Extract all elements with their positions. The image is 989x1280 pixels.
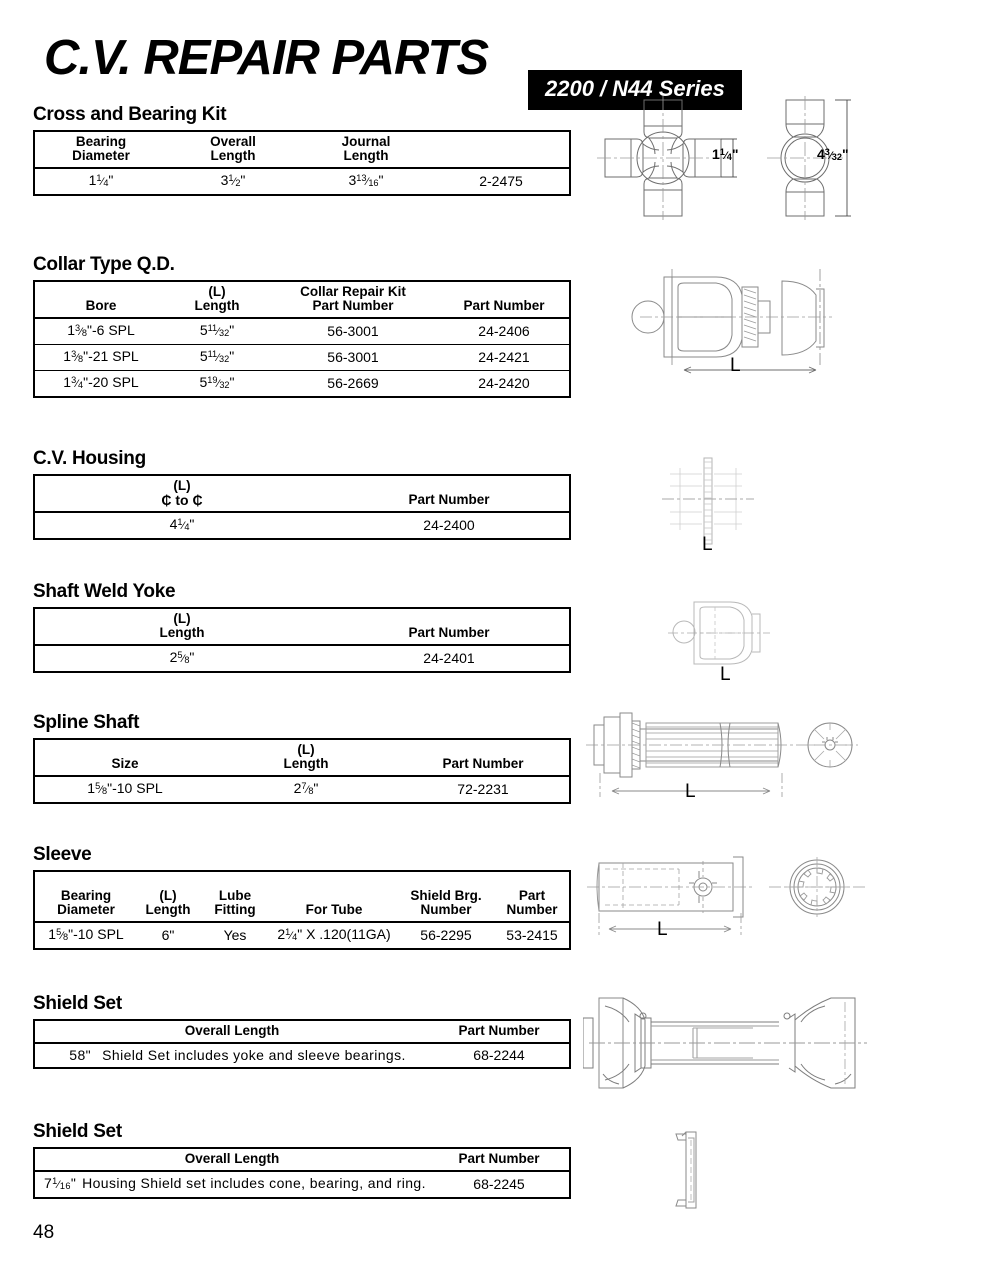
cell-collar-repair-kit-part-number: 56-3001 (327, 323, 379, 339)
spline-shaft-drawing (578, 703, 868, 803)
col-overall-length: Overall Length (167, 131, 299, 168)
col-part-number: Part Number (329, 475, 570, 512)
table-cv-housing (33, 474, 571, 540)
col-shield-brg-number: Shield Brg. Number (397, 871, 495, 922)
table-row (34, 922, 570, 949)
table-shield-set-1 (33, 1019, 571, 1069)
cell-bearing-diameter: $1^1⁄_4$" (88, 172, 114, 188)
col-part-number (433, 131, 570, 168)
table-cross-and-bearing-kit (33, 130, 571, 196)
col-overall-length: Overall Length (34, 1148, 429, 1171)
table-row (34, 1043, 570, 1068)
cell-size: $1^5⁄_8"-10$ SPL (87, 780, 163, 796)
section-title: Shield Set (33, 1121, 122, 1142)
table-sleeve (33, 870, 571, 950)
section-collar-type-qd (33, 254, 571, 398)
table-row (34, 776, 570, 803)
table-row (34, 1171, 570, 1198)
table-header-row (34, 739, 570, 776)
cell-length: $5^{19}⁄_{32}$" (167, 371, 267, 398)
section-title: Collar Type Q.D. (33, 254, 175, 275)
cell-for-tube: $2^1⁄_4$" X .120(11GA) (277, 926, 391, 942)
cell-part-number: 24-2406 (478, 323, 530, 339)
shaft-weld-yoke-drawing (660, 592, 810, 690)
shield-set-assembly-drawing (583, 992, 873, 1094)
col-part-number: Part Number (439, 281, 570, 318)
table-row (34, 371, 570, 398)
col-length: (L) Length (34, 608, 329, 645)
col-length: (L) Length (167, 281, 267, 318)
overall-length-value: 58" (69, 1047, 92, 1063)
col-part-number: Part Number (329, 608, 570, 645)
section-title: Sleeve (33, 844, 92, 865)
col-center-to-center: (L) ₵ to ₵ (34, 475, 329, 512)
dimension-label-front: $1^1⁄_4$" (712, 146, 739, 162)
table-header-row (34, 1148, 570, 1171)
section-title: Shield Set (33, 993, 122, 1014)
cell-length: $2^7⁄_8$" (293, 780, 319, 796)
cell-shield-brg-number: 56-2295 (420, 927, 472, 943)
cell-length: $2^5⁄_8$" (169, 649, 195, 665)
section-title: Shaft Weld Yoke (33, 581, 176, 602)
cell-part-number: 53-2415 (506, 927, 558, 943)
table-shaft-weld-yoke (33, 607, 571, 673)
section-spline-shaft (33, 712, 571, 804)
cell-length: $4^1⁄_4$" (169, 516, 195, 532)
col-journal-length: Journal Length (299, 131, 433, 168)
cell-part-number: 24-2421 (439, 345, 570, 371)
page-title: C.V. REPAIR PARTS (44, 31, 489, 85)
section-cv-housing (33, 448, 571, 540)
cell-part-number: 24-2400 (423, 517, 475, 533)
table-header-row (34, 1020, 570, 1043)
page-header (44, 30, 944, 101)
col-for-tube: For Tube (271, 871, 397, 922)
col-lube-fitting: Lube Fitting (199, 871, 271, 922)
cell-collar-repair-kit-part-number: 56-3001 (267, 345, 439, 371)
cross-and-bearing-drawing (585, 96, 865, 221)
table-row (34, 512, 570, 539)
table-row (34, 318, 570, 345)
section-title: Cross and Bearing Kit (33, 104, 227, 125)
cv-housing-drawing (650, 452, 800, 560)
sleeve-drawing (583, 843, 873, 943)
col-bearing-diameter: Bearing Diameter (34, 871, 137, 922)
col-bearing-diameter: Bearing Diameter (34, 131, 167, 168)
cell-bore: $1^3⁄_8"-6$ SPL (67, 322, 135, 338)
col-overall-length: Overall Length (34, 1020, 429, 1043)
table-row (34, 645, 570, 672)
section-shaft-weld-yoke (33, 581, 571, 673)
cell-overall-length-description (34, 1043, 429, 1068)
description-text: Housing Shield set includes cone, bearing, and ring. (82, 1175, 426, 1191)
col-part-number: Part Number (429, 1020, 570, 1043)
col-length: (L) Length (137, 871, 199, 922)
description-text: Shield Set includes yoke and sleeve bearings. (102, 1047, 406, 1063)
table-row (34, 345, 570, 371)
col-part-number: Part Number (495, 871, 570, 922)
table-header-row (34, 608, 570, 645)
table-header-row (34, 131, 570, 168)
centerline-label: ₵ to ₵ (161, 492, 203, 508)
cell-part-number: 24-2420 (439, 371, 570, 398)
col-length: (L) Length (215, 739, 397, 776)
dimension-label-L: L (720, 664, 731, 685)
cell-bore: $1^3⁄_4"-20$ SPL (34, 371, 167, 398)
page-number: 48 (33, 1222, 55, 1243)
cell-lube-fitting: Yes (223, 927, 247, 943)
col-part-number: Part Number (397, 739, 570, 776)
table-header-row (34, 281, 570, 318)
cell-overall-length: $3^1⁄_2$" (220, 172, 246, 188)
table-collar-type-qd (33, 280, 571, 398)
dimension-label-side: $4^3⁄_{32}$" (817, 146, 849, 162)
dimension-label-L: L (702, 534, 713, 555)
col-size: Size (34, 739, 215, 776)
table-header-row (34, 475, 570, 512)
cell-collar-repair-kit-part-number: 56-2669 (267, 371, 439, 398)
series-badge: 2200 / N44 Series (528, 70, 742, 110)
section-cross-and-bearing-kit (33, 104, 571, 196)
overall-length-value: $7^1⁄_{16}$" (43, 1175, 77, 1191)
cell-overall-length-description (34, 1171, 429, 1198)
section-title: Spline Shaft (33, 712, 140, 733)
dimension-label-L: L (730, 355, 741, 376)
section-shield-set-2 (33, 1121, 571, 1199)
cell-bearing-diameter: $1^5⁄_8"-10$ SPL (48, 926, 124, 942)
cell-part-number: 24-2401 (423, 650, 475, 666)
cell-journal-length: $3^{13}⁄_{16}$" (348, 172, 384, 188)
cell-part-number: 68-2244 (473, 1047, 525, 1063)
section-title: C.V. Housing (33, 448, 146, 469)
cell-length: 6" (161, 927, 175, 943)
cell-bore: $1^3⁄_8"-21$ SPL (34, 345, 167, 371)
table-header-row (34, 871, 570, 922)
table-spline-shaft (33, 738, 571, 804)
table-shield-set-2 (33, 1147, 571, 1199)
housing-shield-drawing (662, 1124, 752, 1216)
section-shield-set-1 (33, 993, 571, 1069)
col-part-number: Part Number (429, 1148, 570, 1171)
col-collar-repair-kit-part-number: Collar Repair Kit Part Number (267, 281, 439, 318)
cell-part-number: 68-2245 (473, 1176, 525, 1192)
cell-length: $5^{11}⁄_{32}$" (167, 345, 267, 371)
table-row (34, 168, 570, 195)
cell-part-number: 72-2231 (457, 781, 509, 797)
cell-length: $5^{11}⁄_{32}$" (199, 322, 235, 338)
dimension-label-L: L (657, 919, 668, 940)
section-sleeve (33, 844, 571, 950)
col-bore: Bore (34, 281, 167, 318)
collar-qd-drawing (620, 255, 890, 385)
cell-part-number: 2-2475 (479, 173, 523, 189)
dimension-label-L: L (685, 781, 696, 802)
